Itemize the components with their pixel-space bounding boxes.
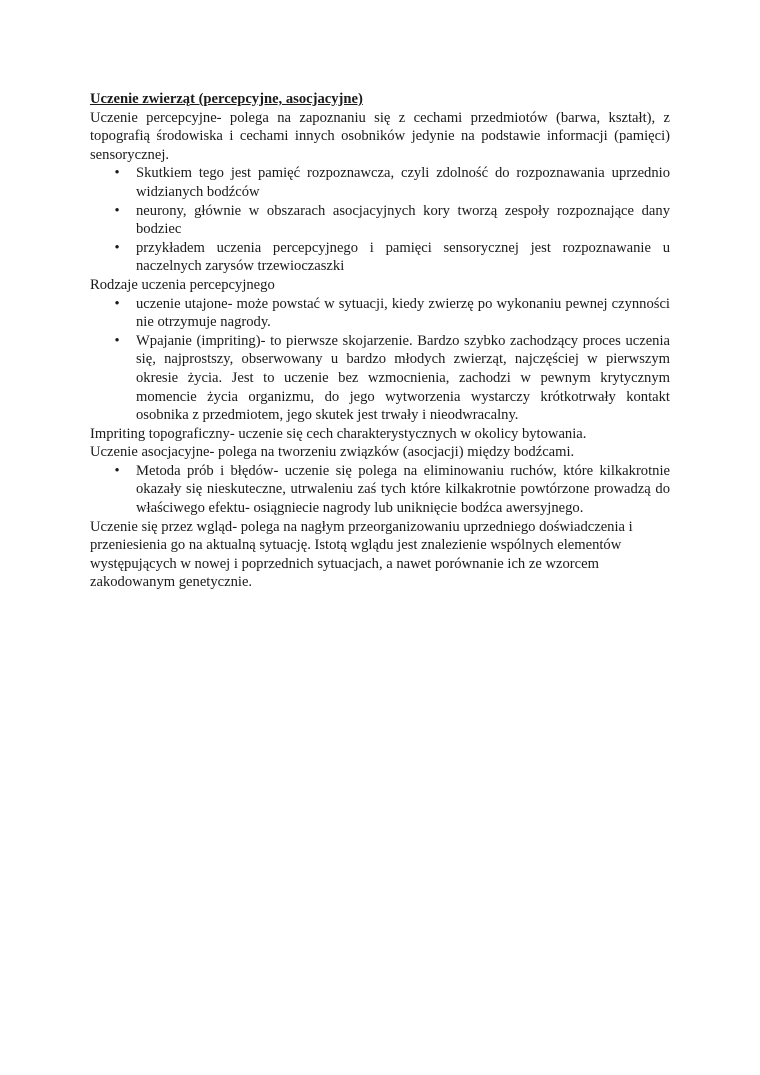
list-item-text: przykładem uczenia percepcyjnego i pamięci sensorycznej jest rozpoznawanie u naczelnych zarysów trzewioczaszki (136, 239, 670, 275)
list-item (90, 462, 670, 518)
list-item (90, 239, 670, 276)
intro-paragraph: Uczenie percepcyjne- polega na zapoznaniu się z cechami przedmiotów (barwa, kształt), z topografią środowiska i cechami innych osobników jedynie na podstawie informacji (pamięci) sensorycznej. (90, 109, 670, 163)
list-item-text: uczenie utajone- może powstać w sytuacji, kiedy zwierzę po wykonaniu pewnej czynności nie otrzymuje nagrody. (136, 295, 670, 331)
associative-learning-paragraph: Uczenie asocjacyjne- polega na tworzeniu związków (asocjacji) między bodźcami. (90, 444, 575, 461)
associative-methods-list (90, 462, 670, 518)
list-item (90, 164, 670, 201)
bullet-icon: • (114, 165, 120, 182)
bullet-icon: • (114, 295, 120, 312)
perceptual-types-list (90, 295, 670, 425)
topographic-impriting-paragraph: Impriting topograficzny- uczenie się cech charakterystycznych w okolicy bytowania. (90, 425, 587, 442)
bullet-icon: • (114, 462, 120, 479)
bullet-icon: • (114, 202, 120, 219)
insight-learning-paragraph: Uczenie się przez wgląd- polega na nagłym przeorganizowaniu uprzedniego doświadczenia i przeniesienia go na aktualną sytuację. Istotą wglądu jest znalezienie wspólnych elementów występujących w nowej i poprzednich sytuacjach, a nawet porównanie ich ze wzorcem zakodowanym genetycznie. (90, 518, 633, 591)
list-item-text: neurony, głównie w obszarach asocjacyjnych kory tworzą zespoły rozpoznające dany bodziec (136, 202, 670, 238)
bullet-icon: • (114, 239, 120, 256)
document-title: Uczenie zwierząt (percepcyjne, asocjacyjne) (90, 91, 363, 107)
perceptual-effects-list (90, 164, 670, 276)
list-item (90, 295, 670, 332)
list-item-text: Skutkiem tego jest pamięć rozpoznawcza, czyli zdolność do rozpoznawania uprzednio widzianych bodźców (136, 165, 670, 200)
list-item-text: Wpajanie (impriting)- to pierwsze skojarzenie. Bardzo szybko zachodzący proces uczenia się, najprostszy, obserwowany u bardzo młodych zwierząt, najczęściej w pierwszym okresie życia. Jest to uczenie bez wzmocnienia, zachodzi w pewnym krytycznym momencie życia organizmu, do jego wytworzenia wystarczy krótkotrwały kontakt osobnika z przedmiotem, jego skutek jest trwały i nieodwracalny. (136, 332, 670, 424)
bullet-icon: • (114, 332, 120, 349)
list-item (90, 332, 670, 425)
list-item (90, 202, 670, 239)
types-heading: Rodzaje uczenia percepcyjnego (90, 276, 275, 293)
document-page (90, 90, 670, 592)
list-item-text: Metoda prób i błędów- uczenie się polega na eliminowaniu ruchów, które kilkakrotnie okazały się nieskuteczne, utrwaleniu zaś tych które kilkakrotnie powtórzone prowadzą do właściwego efektu- osiągniecie nagrody lub uniknięcie bodźca awersyjnego. (136, 462, 670, 517)
